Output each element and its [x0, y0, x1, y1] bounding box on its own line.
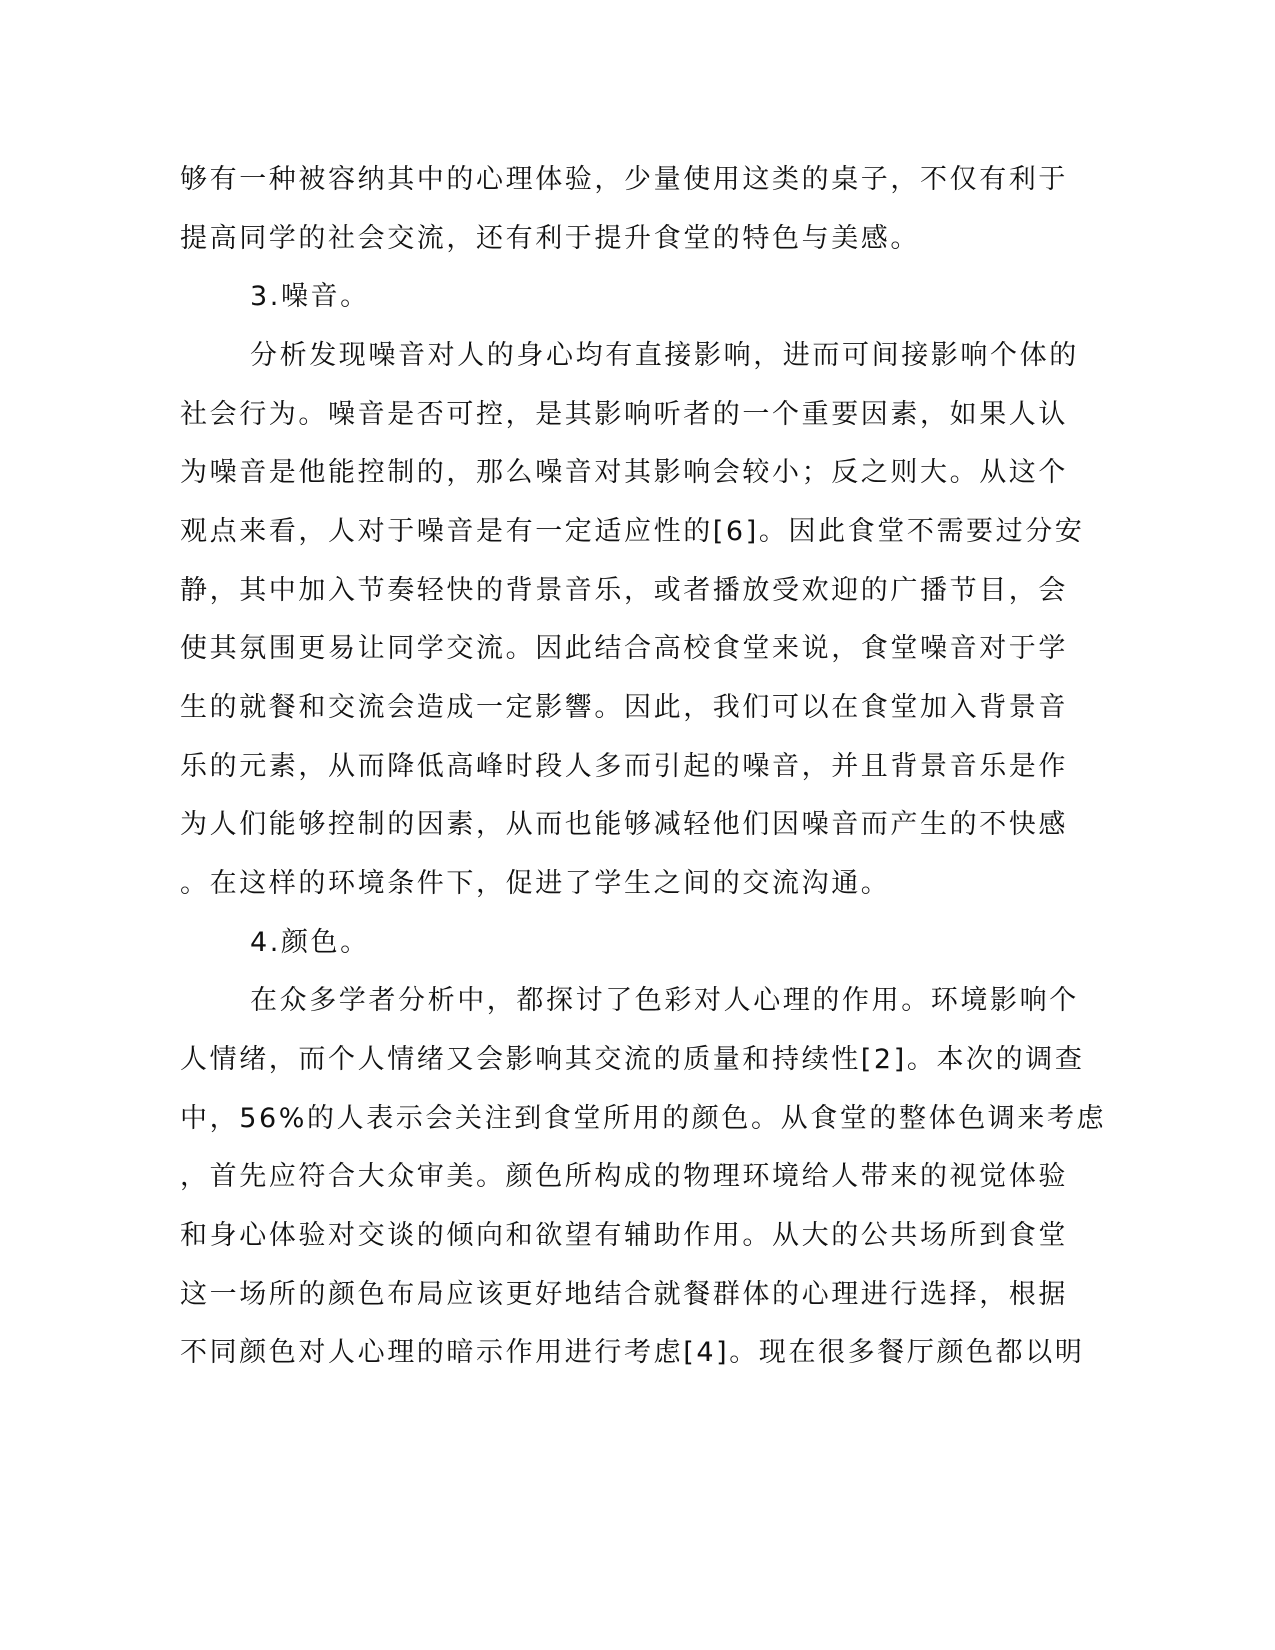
paragraph-start: 分析发现噪音对人的身心均有直接影响，进而可间接影响个体的 [250, 340, 1079, 371]
section-heading-noise: 3.噪音。 [250, 281, 370, 312]
text-line: 生的就餐和交流会造成一定影響。因此，我们可以在食堂加入背景音 [180, 692, 1068, 723]
text-line: 这一场所的颜色布局应该更好地结合就餐群体的心理进行选择，根据 [180, 1279, 1068, 1310]
paragraph-start: 在众多学者分析中，都探讨了色彩对人心理的作用。环境影响个 [250, 985, 1079, 1016]
text-line: 观点来看，人对于噪音是有一定适应性的[6]。因此食堂不需要过分安 [180, 516, 1085, 547]
text-line: 社会行为。噪音是否可控，是其影响听者的一个重要因素，如果人认 [180, 399, 1068, 430]
text-line: 为噪音是他能控制的，那么噪音对其影响会较小；反之则大。从这个 [180, 457, 1068, 488]
text-line: 够有一种被容纳其中的心理体验，少量使用这类的桌子，不仅有利于 [180, 164, 1068, 195]
section-heading-color: 4.颜色。 [250, 927, 370, 958]
text-line: 提高同学的社会交流，还有利于提升食堂的特色与美感。 [180, 223, 920, 254]
text-line: 为人们能够控制的因素，从而也能够减轻他们因噪音而产生的不快感 [180, 809, 1068, 840]
text-line: ，首先应符合大众审美。颜色所构成的物理环境给人带来的视觉体验 [180, 1161, 1068, 1192]
text-line: 静，其中加入节奏轻快的背景音乐，或者播放受欢迎的广播节目，会 [180, 575, 1068, 606]
text-line: 中，56%的人表示会关注到食堂所用的颜色。从食堂的整体色调来考虑 [180, 1103, 1107, 1134]
text-line: 乐的元素，从而降低高峰时段人多而引起的噪音，并且背景音乐是作 [180, 751, 1068, 782]
text-line: 和身心体验对交谈的倾向和欲望有辅助作用。从大的公共场所到食堂 [180, 1220, 1068, 1251]
text-line: 不同颜色对人心理的暗示作用进行考虑[4]。现在很多餐厅颜色都以明 [180, 1337, 1085, 1368]
text-line: 人情绪，而个人情绪又会影响其交流的质量和持续性[2]。本次的调查 [180, 1044, 1085, 1075]
text-line: 。在这样的环境条件下，促进了学生之间的交流沟通。 [180, 868, 891, 899]
text-line: 使其氛围更易让同学交流。因此结合高校食堂来说，食堂噪音对于学 [180, 633, 1068, 664]
